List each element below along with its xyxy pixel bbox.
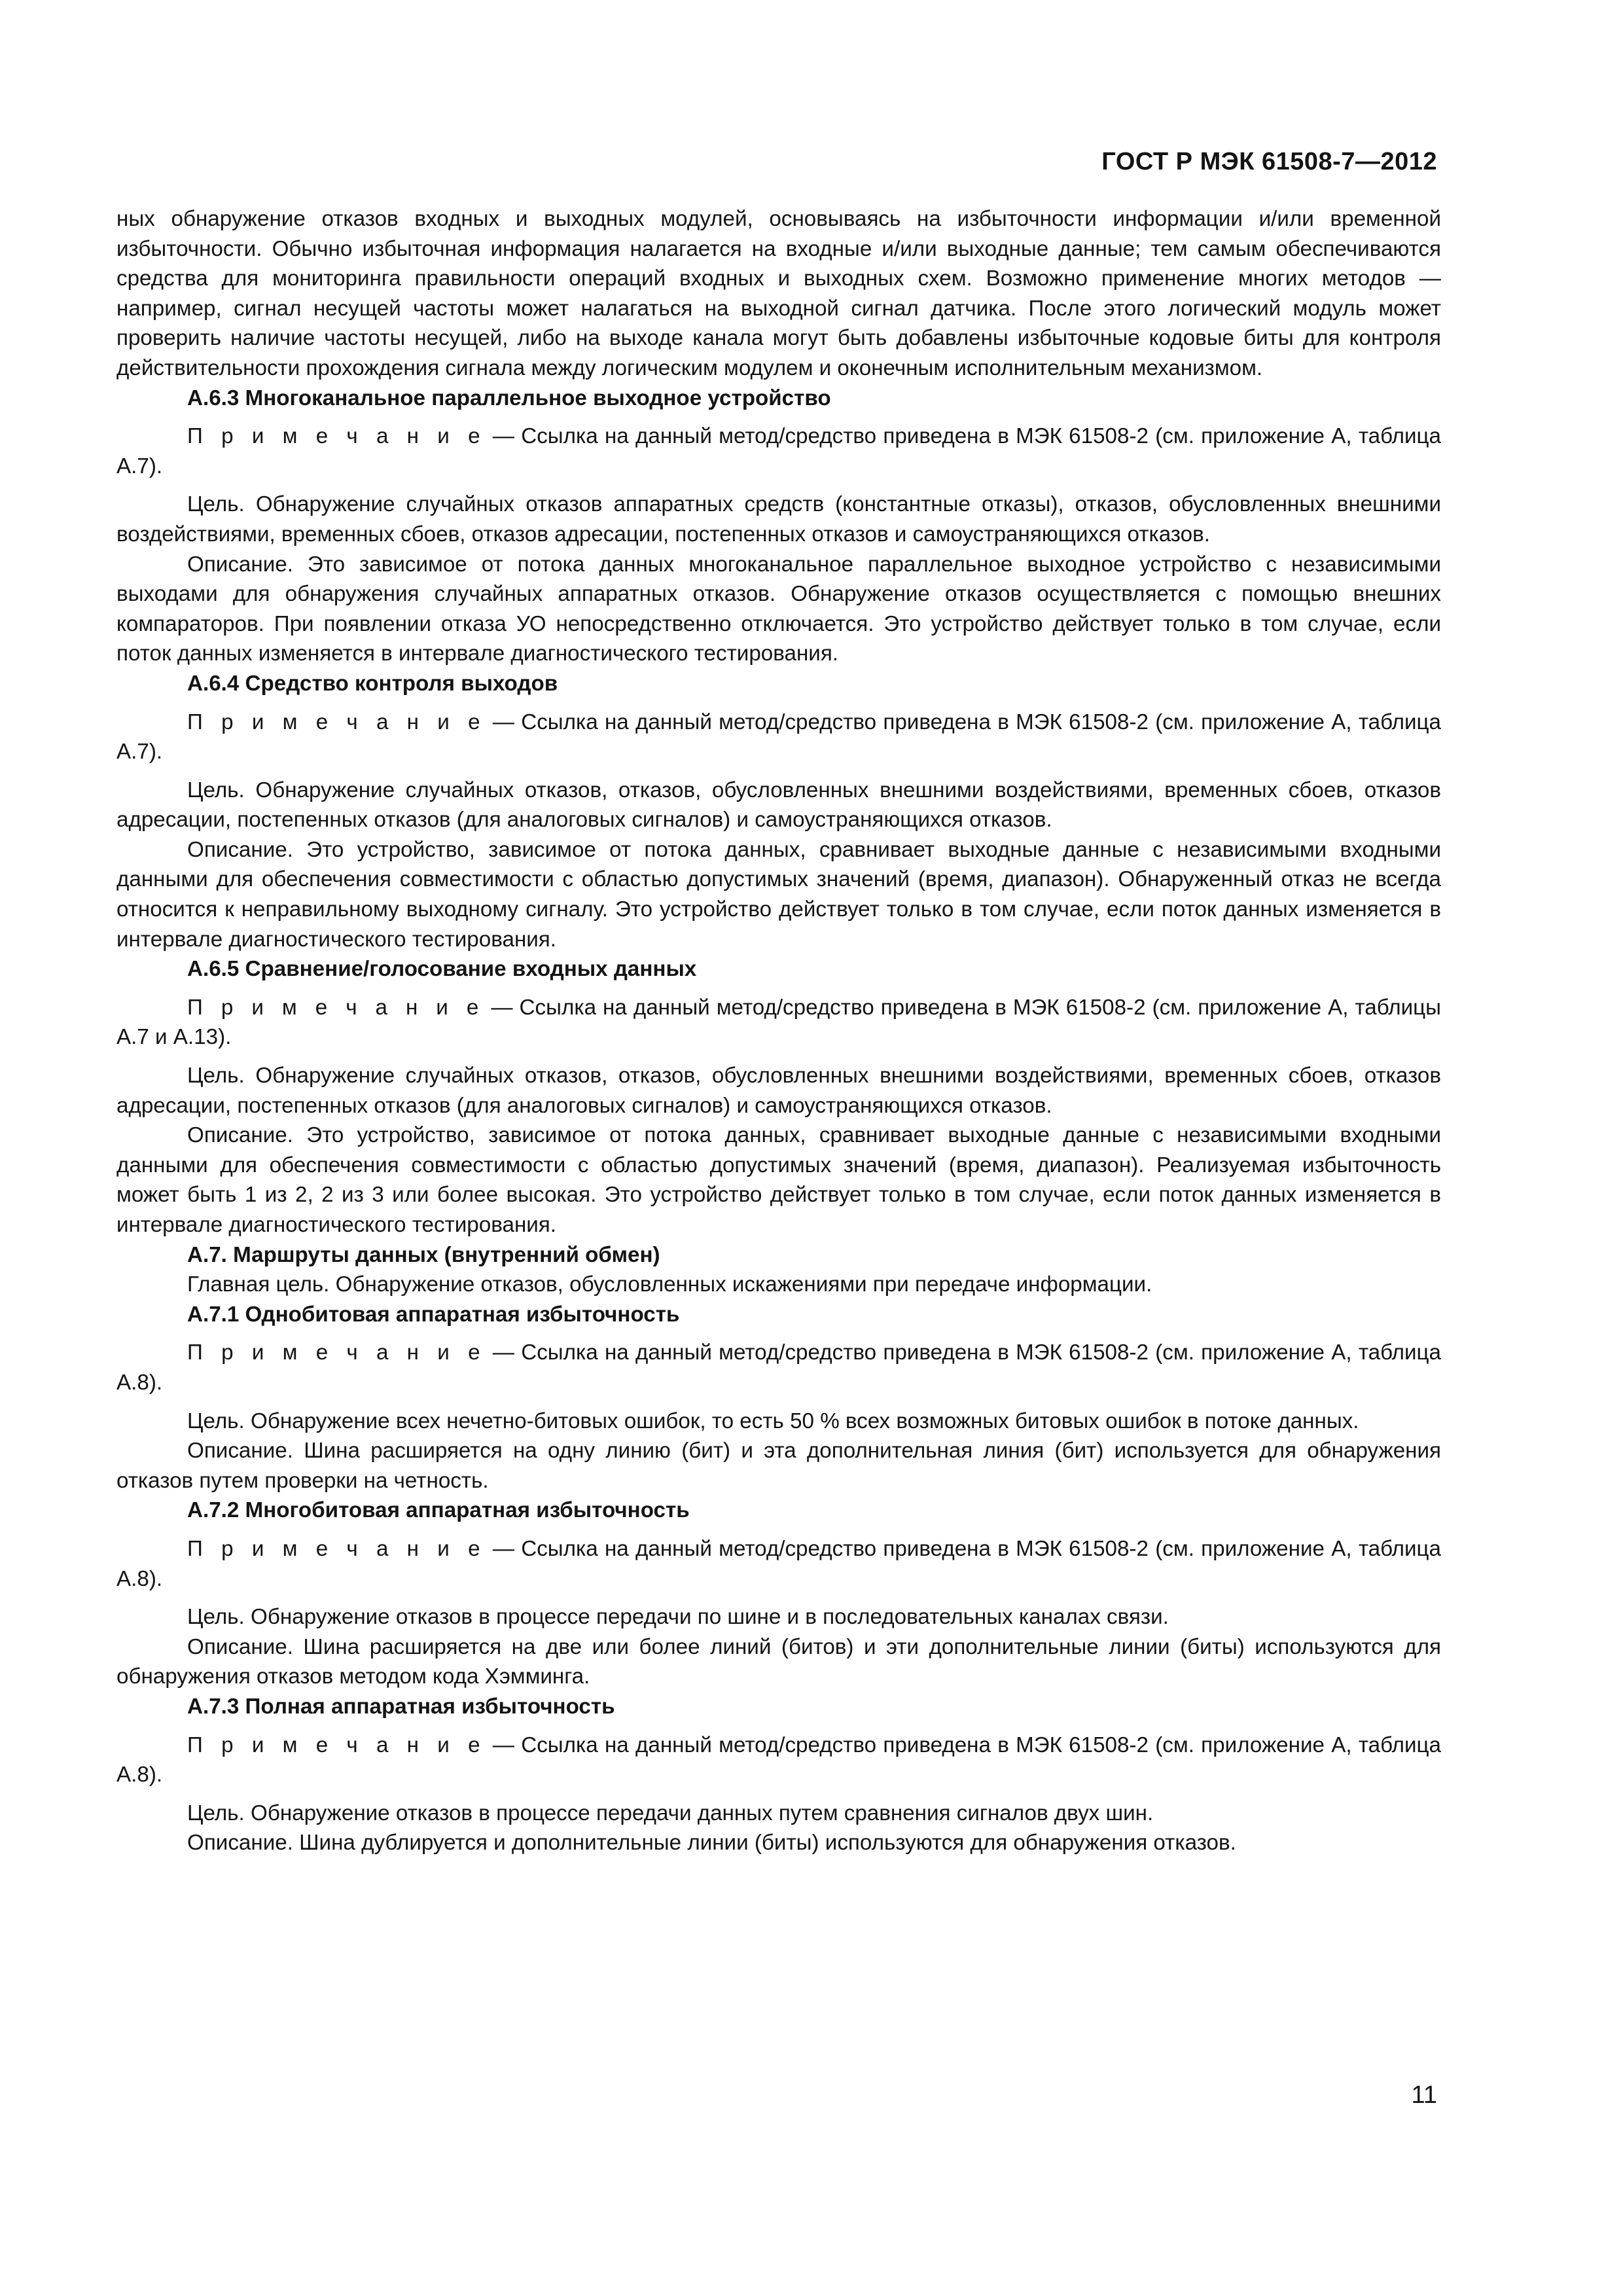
section-heading: А.7.3 Полная аппаратная избыточность: [187, 1694, 615, 1719]
page-number: 11: [1411, 2081, 1437, 2109]
note-label: П р и м е ч а н и е: [187, 424, 486, 449]
note-label: П р и м е ч а н и е: [187, 709, 486, 734]
note-text: — Ссылка на данный метод/средство приведена в МЭК 61508-2 (см. приложение А, таблица А.8).: [116, 1536, 1441, 1591]
note-label: П р и м е ч а н и е: [187, 1340, 486, 1365]
reference-note: [116, 993, 1441, 1052]
document-header: ГОСТ Р МЭК 61508-7—2012: [1101, 148, 1437, 175]
paragraph: Цель. Обнаружение отказов в процессе передачи данных путем сравнения сигналов двух шин.: [187, 1801, 1154, 1825]
section-heading: А.6.5 Сравнение/голосование входных данных: [187, 957, 697, 982]
reference-note: [116, 1338, 1441, 1397]
note-label: П р и м е ч а н и е: [187, 1732, 486, 1757]
paragraph: Описание. Это зависимое от потока данных многоканальное параллельное выходное устройство с независимыми выходами для обнаружения случайных аппаратных отказов. Обнаружение отказов осуществляется с помощью внешних компараторов. При появлении отказа УО непосредственно отключается. Это устройство действует только в том случае, если поток данных изменяется в интервале диагностического тестирования.: [116, 552, 1441, 666]
section-heading: А.6.3 Многоканальное параллельное выходное устройство: [187, 386, 831, 410]
paragraph: Цель. Обнаружение случайных отказов аппаратных средств (константные отказы), отказов, обусловленных внешними воздействиями, временных сбоев, отказов адресации, постепенных отказов и самоустраняющихся отказов.: [116, 492, 1441, 547]
paragraph: Цель. Обнаружение случайных отказов, отказов, обусловленных внешними воздействиями, временных сбоев, отказов адресации, постепенных отказов (для аналоговых сигналов) и самоустраняющихся отказов.: [116, 1064, 1441, 1118]
section-heading: А.6.4 Средство контроля выходов: [187, 671, 558, 696]
reference-note: [116, 422, 1441, 481]
paragraph: Описание. Это устройство, зависимое от потока данных, сравнивает выходные данные с независимыми входными данными для обеспечения совместимости с областью допустимых значений (время, диапазон). Реализуемая избыточность может быть 1 из 2, 2 из 3 или более высокая. Это устройство действует только в том случае, если поток данных изменяется в интервале диагностического тестирования.: [116, 1123, 1441, 1237]
note-text: — Ссылка на данный метод/средство приведена в МЭК 61508-2 (см. приложение А, таблица А.8).: [116, 1732, 1441, 1787]
note-label: П р и м е ч а н и е: [187, 995, 485, 1020]
paragraph: Цель. Обнаружение всех нечетно-битовых ошибок, то есть 50 % всех возможных битовых ошибок в потоке данных.: [187, 1408, 1359, 1433]
paragraph: Описание. Это устройство, зависимое от потока данных, сравнивает выходные данные с независимыми входными данными для обеспечения совместимости с областью допустимых значений (время, диапазон). Обнаруженный отказ не всегда относится к неправильному выходному сигналу. Это устройство действует только в том случае, если поток данных изменяется в интервале диагностического тестирования.: [116, 837, 1441, 952]
note-text: — Ссылка на данный метод/средство приведена в МЭК 61508-2 (см. приложение А, таблицы А.7 и А.13).: [116, 995, 1441, 1050]
paragraph: Описание. Шина дублируется и дополнительные линии (биты) используются для обнаружения отказов.: [187, 1831, 1236, 1856]
note-text: — Ссылка на данный метод/средство приведена в МЭК 61508-2 (см. приложение А, таблица А.7).: [116, 709, 1441, 764]
reference-note: [116, 1534, 1441, 1594]
reference-note: [116, 1731, 1441, 1790]
paragraph: Главная цель. Обнаружение отказов, обусловленных искажениями при передаче информации.: [187, 1272, 1152, 1297]
note-text: — Ссылка на данный метод/средство приведена в МЭК 61508-2 (см. приложение А, таблица А.7).: [116, 424, 1441, 478]
paragraph: ных обнаружение отказов входных и выходных модулей, основываясь на избыточности информации и/или временной избыточности. Обычно избыточная информация налагается на входные и/или выходные данные; тем самым обеспечиваются средства для мониторинга правильности операций входных и выходных схем. Возможно применение многих методов — например, сигнал несущей частоты может налагаться на выходной сигнал датчика. После этого логический модуль может проверить наличие частоты несущей, либо на выходе канала могут быть добавлены избыточные кодовые биты для контроля действительности прохождения сигнала между логическим модулем и оконечным исполнительным механизмом.: [116, 207, 1441, 380]
paragraph: Цель. Обнаружение случайных отказов, отказов, обусловленных внешними воздействиями, временных сбоев, отказов адресации, постепенных отказов (для аналоговых сигналов) и самоустраняющихся отказов.: [116, 778, 1441, 833]
paragraph: Цель. Обнаружение отказов в процессе передачи по шине и в последовательных каналах связи.: [187, 1605, 1169, 1630]
note-label: П р и м е ч а н и е: [187, 1536, 486, 1561]
section-heading: А.7. Маршруты данных (внутренний обмен): [187, 1242, 660, 1267]
section-heading: А.7.2 Многобитовая аппаратная избыточность: [187, 1498, 690, 1523]
document-body: [116, 204, 1441, 1858]
paragraph: Описание. Шина расширяется на две или более линий (битов) и эти дополнительные линии (биты) используются для обнаружения отказов методом кода Хэмминга.: [116, 1634, 1441, 1689]
section-heading: А.7.1 Однобитовая аппаратная избыточность: [187, 1302, 680, 1327]
reference-note: [116, 708, 1441, 767]
note-text: — Ссылка на данный метод/средство приведена в МЭК 61508-2 (см. приложение А, таблица А.8).: [116, 1340, 1441, 1395]
paragraph: Описание. Шина расширяется на одну линию (бит) и эта дополнительная линия (бит) используется для обнаружения отказов путем проверки на четность.: [116, 1439, 1441, 1493]
